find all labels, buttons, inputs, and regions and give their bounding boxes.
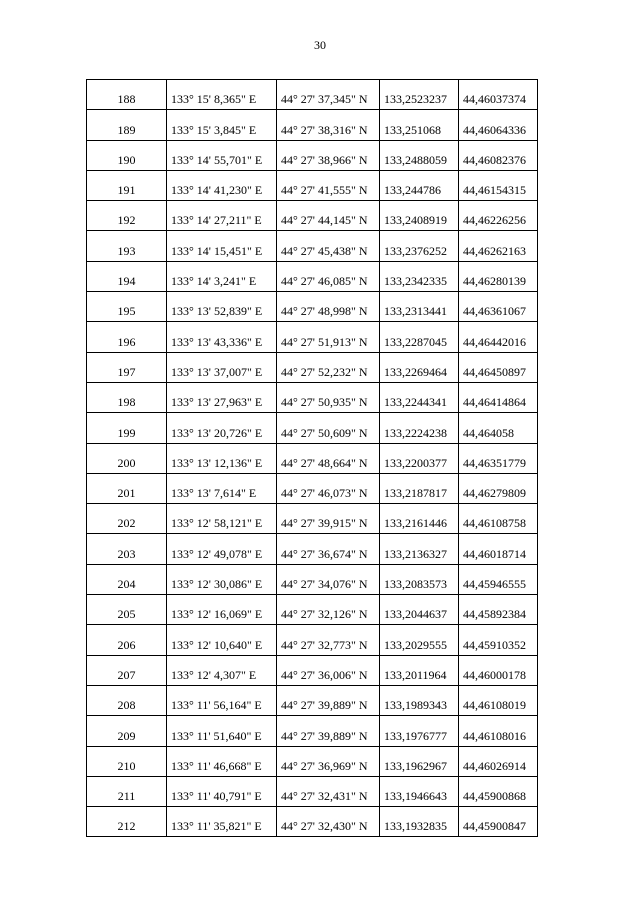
longitude-decimal-cell: 133,2187817 [380, 473, 459, 503]
table-row [87, 201, 538, 231]
latitude-decimal-cell: 44,46154315 [459, 170, 538, 200]
longitude-decimal-cell: 133,1932835 [380, 807, 459, 837]
longitude-dms-cell: 133° 12' 10,640" E [167, 625, 277, 655]
longitude-dms-cell: 133° 14' 55,701" E [167, 140, 277, 170]
point-number-cell: 198 [87, 382, 167, 412]
longitude-dms-cell: 133° 13' 12,136" E [167, 443, 277, 473]
longitude-dms-cell: 133° 12' 4,307" E [167, 655, 277, 685]
latitude-dms-cell: 44° 27' 37,345" N [277, 80, 380, 110]
latitude-dms-cell: 44° 27' 46,085" N [277, 261, 380, 291]
longitude-dms-cell: 133° 11' 46,668" E [167, 746, 277, 776]
longitude-decimal-cell: 133,1976777 [380, 716, 459, 746]
longitude-dms-cell: 133° 13' 52,839" E [167, 292, 277, 322]
latitude-decimal-cell: 44,46000178 [459, 655, 538, 685]
latitude-decimal-cell: 44,46026914 [459, 746, 538, 776]
longitude-dms-cell: 133° 13' 37,007" E [167, 352, 277, 382]
latitude-dms-cell: 44° 27' 36,969" N [277, 746, 380, 776]
point-number-cell: 207 [87, 655, 167, 685]
table-row [87, 322, 538, 352]
longitude-dms-cell: 133° 14' 27,211" E [167, 201, 277, 231]
table-row [87, 413, 538, 443]
latitude-decimal-cell: 44,46450897 [459, 352, 538, 382]
latitude-decimal-cell: 44,46361067 [459, 292, 538, 322]
longitude-decimal-cell: 133,1989343 [380, 685, 459, 715]
latitude-decimal-cell: 44,46226256 [459, 201, 538, 231]
point-number-cell: 206 [87, 625, 167, 655]
table-row [87, 716, 538, 746]
longitude-decimal-cell: 133,2269464 [380, 352, 459, 382]
point-number-cell: 197 [87, 352, 167, 382]
table-row [87, 110, 538, 140]
longitude-dms-cell: 133° 13' 7,614" E [167, 473, 277, 503]
latitude-decimal-cell: 44,45910352 [459, 625, 538, 655]
longitude-decimal-cell: 133,2011964 [380, 655, 459, 685]
latitude-decimal-cell: 44,46351779 [459, 443, 538, 473]
latitude-decimal-cell: 44,46018714 [459, 534, 538, 564]
point-number-cell: 191 [87, 170, 167, 200]
latitude-decimal-cell: 44,45892384 [459, 595, 538, 625]
latitude-decimal-cell: 44,46037374 [459, 80, 538, 110]
latitude-dms-cell: 44° 27' 38,966" N [277, 140, 380, 170]
longitude-decimal-cell: 133,2488059 [380, 140, 459, 170]
table-row [87, 261, 538, 291]
longitude-dms-cell: 133° 13' 27,963" E [167, 382, 277, 412]
latitude-dms-cell: 44° 27' 34,076" N [277, 564, 380, 594]
longitude-dms-cell: 133° 15' 3,845" E [167, 110, 277, 140]
latitude-dms-cell: 44° 27' 32,126" N [277, 595, 380, 625]
table-row [87, 473, 538, 503]
longitude-decimal-cell: 133,1946643 [380, 776, 459, 806]
table-row [87, 352, 538, 382]
longitude-dms-cell: 133° 11' 35,821" E [167, 807, 277, 837]
latitude-dms-cell: 44° 27' 48,998" N [277, 292, 380, 322]
table-row [87, 625, 538, 655]
latitude-decimal-cell: 44,45946555 [459, 564, 538, 594]
latitude-decimal-cell: 44,46280139 [459, 261, 538, 291]
latitude-decimal-cell: 44,46414864 [459, 382, 538, 412]
point-number-cell: 209 [87, 716, 167, 746]
longitude-dms-cell: 133° 11' 40,791" E [167, 776, 277, 806]
longitude-decimal-cell: 133,2342335 [380, 261, 459, 291]
table-row [87, 443, 538, 473]
point-number-cell: 211 [87, 776, 167, 806]
latitude-dms-cell: 44° 27' 41,555" N [277, 170, 380, 200]
latitude-decimal-cell: 44,45900868 [459, 776, 538, 806]
latitude-decimal-cell: 44,46082376 [459, 140, 538, 170]
latitude-dms-cell: 44° 27' 46,073" N [277, 473, 380, 503]
table-row [87, 595, 538, 625]
table-row [87, 776, 538, 806]
longitude-decimal-cell: 133,2083573 [380, 564, 459, 594]
table-row [87, 746, 538, 776]
latitude-dms-cell: 44° 27' 39,915" N [277, 504, 380, 534]
table-row [87, 807, 538, 837]
table-row [87, 534, 538, 564]
latitude-dms-cell: 44° 27' 32,773" N [277, 625, 380, 655]
point-number-cell: 200 [87, 443, 167, 473]
longitude-decimal-cell: 133,2161446 [380, 504, 459, 534]
latitude-dms-cell: 44° 27' 50,935" N [277, 382, 380, 412]
latitude-dms-cell: 44° 27' 39,889" N [277, 716, 380, 746]
longitude-dms-cell: 133° 12' 30,086" E [167, 564, 277, 594]
longitude-decimal-cell: 133,2313441 [380, 292, 459, 322]
table-row [87, 504, 538, 534]
latitude-decimal-cell: 44,46108019 [459, 685, 538, 715]
longitude-decimal-cell: 133,2200377 [380, 443, 459, 473]
point-number-cell: 190 [87, 140, 167, 170]
table-row [87, 564, 538, 594]
latitude-decimal-cell: 44,46108758 [459, 504, 538, 534]
latitude-dms-cell: 44° 27' 38,316" N [277, 110, 380, 140]
point-number-cell: 201 [87, 473, 167, 503]
longitude-decimal-cell: 133,2029555 [380, 625, 459, 655]
longitude-dms-cell: 133° 15' 8,365" E [167, 80, 277, 110]
coordinates-table-body [87, 80, 538, 837]
point-number-cell: 192 [87, 201, 167, 231]
latitude-dms-cell: 44° 27' 36,674" N [277, 534, 380, 564]
longitude-decimal-cell: 133,2287045 [380, 322, 459, 352]
table-row [87, 655, 538, 685]
table-row [87, 292, 538, 322]
table-row [87, 231, 538, 261]
point-number-cell: 203 [87, 534, 167, 564]
longitude-decimal-cell: 133,2408919 [380, 201, 459, 231]
latitude-dms-cell: 44° 27' 32,430" N [277, 807, 380, 837]
latitude-dms-cell: 44° 27' 45,438" N [277, 231, 380, 261]
longitude-dms-cell: 133° 12' 58,121" E [167, 504, 277, 534]
latitude-dms-cell: 44° 27' 32,431" N [277, 776, 380, 806]
point-number-cell: 205 [87, 595, 167, 625]
point-number-cell: 199 [87, 413, 167, 443]
longitude-decimal-cell: 133,2224238 [380, 413, 459, 443]
latitude-decimal-cell: 44,46064336 [459, 110, 538, 140]
point-number-cell: 189 [87, 110, 167, 140]
page-number: 30 [314, 38, 326, 52]
latitude-decimal-cell: 44,46108016 [459, 716, 538, 746]
latitude-dms-cell: 44° 27' 52,232" N [277, 352, 380, 382]
point-number-cell: 208 [87, 685, 167, 715]
point-number-cell: 196 [87, 322, 167, 352]
longitude-dms-cell: 133° 11' 51,640" E [167, 716, 277, 746]
latitude-dms-cell: 44° 27' 44,145" N [277, 201, 380, 231]
latitude-dms-cell: 44° 27' 36,006" N [277, 655, 380, 685]
table-row [87, 685, 538, 715]
latitude-decimal-cell: 44,46262163 [459, 231, 538, 261]
longitude-decimal-cell: 133,1962967 [380, 746, 459, 776]
point-number-cell: 194 [87, 261, 167, 291]
latitude-decimal-cell: 44,464058 [459, 413, 538, 443]
latitude-decimal-cell: 44,45900847 [459, 807, 538, 837]
latitude-dms-cell: 44° 27' 51,913" N [277, 322, 380, 352]
longitude-decimal-cell: 133,2136327 [380, 534, 459, 564]
point-number-cell: 195 [87, 292, 167, 322]
point-number-cell: 212 [87, 807, 167, 837]
longitude-dms-cell: 133° 13' 43,336" E [167, 322, 277, 352]
point-number-cell: 202 [87, 504, 167, 534]
point-number-cell: 210 [87, 746, 167, 776]
latitude-decimal-cell: 44,46442016 [459, 322, 538, 352]
latitude-decimal-cell: 44,46279809 [459, 473, 538, 503]
longitude-dms-cell: 133° 11' 56,164" E [167, 685, 277, 715]
latitude-dms-cell: 44° 27' 48,664" N [277, 443, 380, 473]
longitude-decimal-cell: 133,244786 [380, 170, 459, 200]
longitude-dms-cell: 133° 14' 15,451" E [167, 231, 277, 261]
point-number-cell: 204 [87, 564, 167, 594]
longitude-dms-cell: 133° 14' 3,241" E [167, 261, 277, 291]
latitude-dms-cell: 44° 27' 39,889" N [277, 685, 380, 715]
longitude-decimal-cell: 133,2044637 [380, 595, 459, 625]
longitude-decimal-cell: 133,2523237 [380, 80, 459, 110]
table-row [87, 382, 538, 412]
table-row [87, 170, 538, 200]
longitude-dms-cell: 133° 13' 20,726" E [167, 413, 277, 443]
table-row [87, 80, 538, 110]
coordinates-table [86, 79, 538, 837]
longitude-dms-cell: 133° 12' 16,069" E [167, 595, 277, 625]
longitude-decimal-cell: 133,251068 [380, 110, 459, 140]
longitude-decimal-cell: 133,2376252 [380, 231, 459, 261]
point-number-cell: 188 [87, 80, 167, 110]
table-row [87, 140, 538, 170]
latitude-dms-cell: 44° 27' 50,609" N [277, 413, 380, 443]
point-number-cell: 193 [87, 231, 167, 261]
longitude-dms-cell: 133° 12' 49,078" E [167, 534, 277, 564]
longitude-decimal-cell: 133,2244341 [380, 382, 459, 412]
longitude-dms-cell: 133° 14' 41,230" E [167, 170, 277, 200]
